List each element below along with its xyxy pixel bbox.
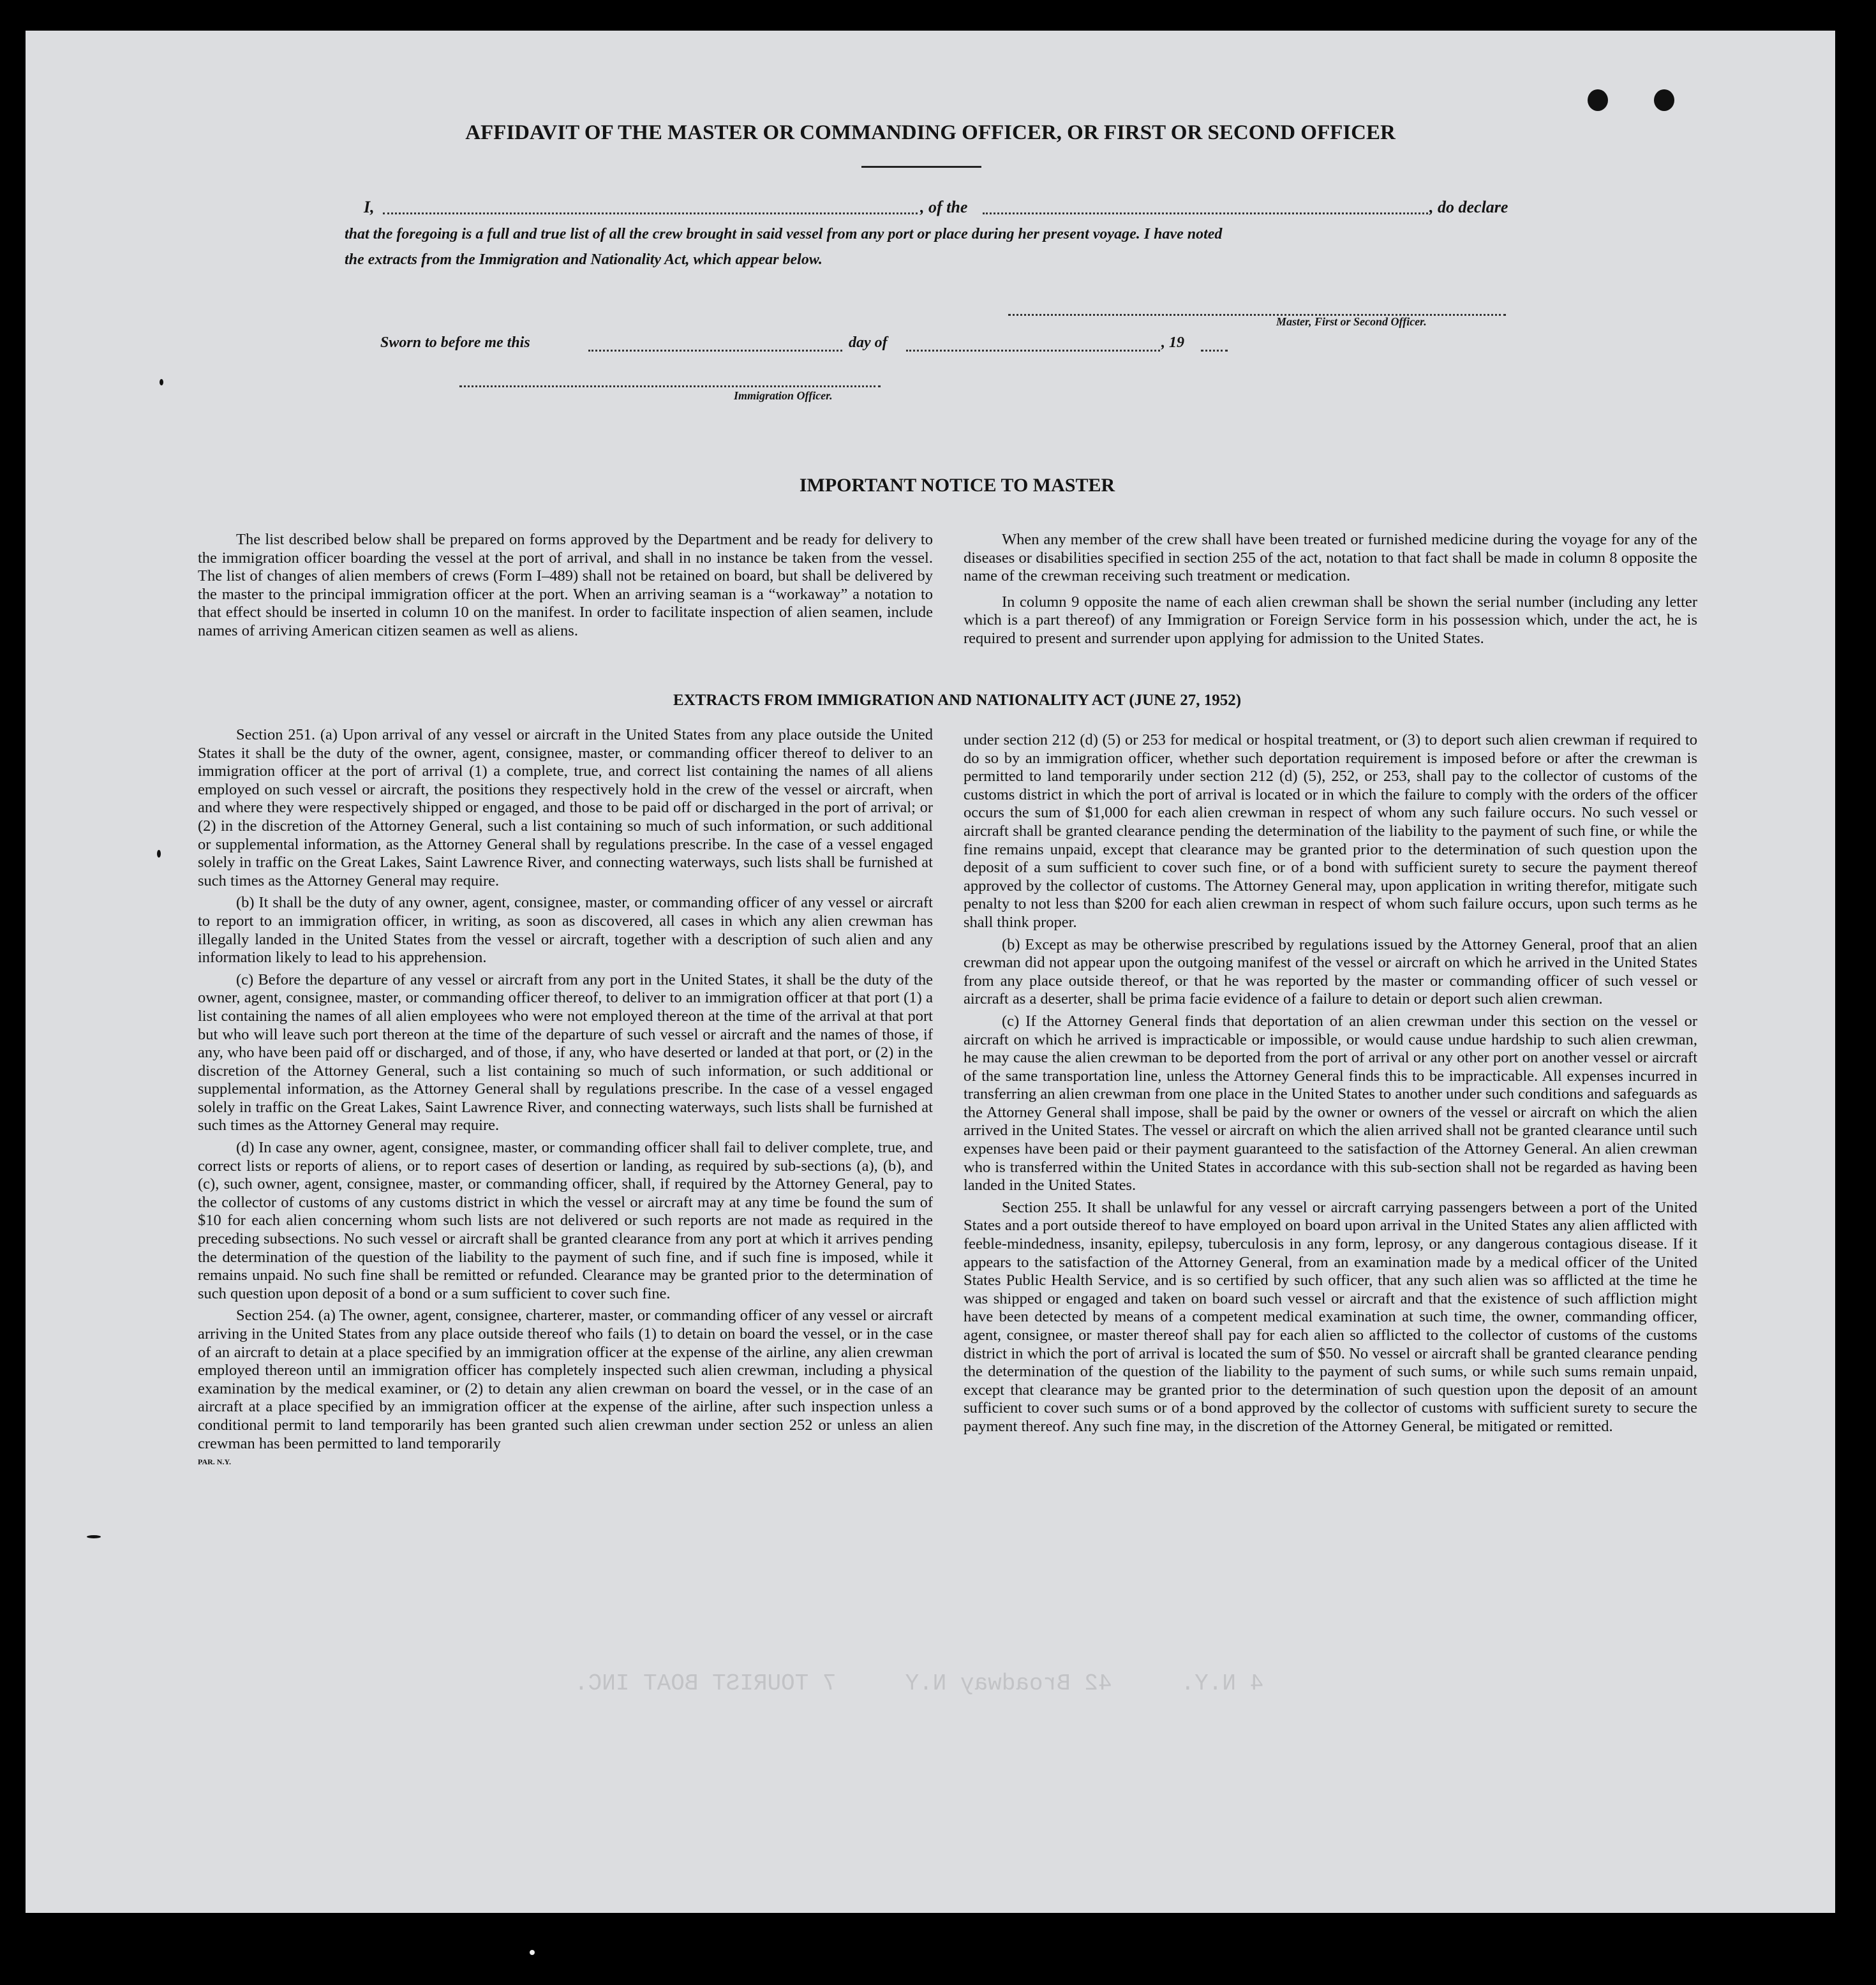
section-251a: Section 251. (a) Upon arrival of any vessel or aircraft in the United States from any place outside the United States it shall be the duty of the owner, agent, consignee, master, or commanding officer thereof to deliver to an immigration officer at the port of arrival (1) a complete, true, and correct list containing the names of all aliens employed on such vessel or aircraft, the positions they respectively hold in the crew of the vessel or aircraft, when and where they were respectively shipped or engaged, and those to be paid off or discharged in the port of arrival; or (2) in the discretion of the Attorney General, such a list containing so much of such information, or such additional or supplemental information, as the Attorney General shall by regulations prescribe. In the case of a vessel engaged solely in traffic on the Great Lakes, Saint Lawrence River, and connecting waterways, such lists shall be furnished at such times as the Attorney General may require. bbox=[198, 726, 933, 889]
section-251b: (b) It shall be the duty of any owner, agent, consignee, master, or commanding officer of any vessel or aircraft to report to an immigration officer, in writing, as soon as discovered, all cases in which any alien crewman has illegally landed in the United States from the vessel or aircraft, together with a description of such alien and any information likely to lead to his apprehension. bbox=[198, 894, 933, 967]
extracts-right-column bbox=[964, 731, 1697, 1440]
printer-mark: PAR. N.Y. bbox=[198, 1457, 232, 1467]
extracts-left-column bbox=[198, 726, 933, 1471]
speck bbox=[87, 1535, 101, 1538]
officer-caption: Immigration Officer. bbox=[734, 389, 833, 402]
speck bbox=[160, 379, 163, 385]
section-251d: (d) In case any owner, agent, consignee, master, or commanding officer shall fail to deliver complete, true, and correct lists or reports of aliens, or to report cases of desertion or landing, as required by sub-sections (a), (b), and (c), such owner, agent, consignee, master, or commanding officer, shall, if required by the Attorney General, pay to the collector of customs of any customs district in which the vessel or aircraft may at any time be found the sum of $10 for each alien concerning whom such lists are not delivered or such reports are not made as required in the preceding subsections. No such vessel or aircraft shall be granted clearance from any port at which it arrives pending the determination of the question of the liability to the payment of such fine, and if such fine is imposed, while it remains unpaid. No such fine shall be remitted or refunded. Clearance may be granted prior to the determination of such question upon deposit of a bond or a sum sufficient to cover such fine. bbox=[198, 1139, 933, 1302]
speck bbox=[530, 1950, 535, 1955]
master-caption: Master, First or Second Officer. bbox=[1276, 315, 1427, 328]
sworn-label: Sworn to before me this bbox=[380, 334, 530, 351]
section-254c: (c) If the Attorney General finds that deportation of an alien crewman under this section on the vessel or aircraft on which he arrived is impracticable or impossible, or would cause undue hardship to such alien crewman, he may cause the alien crewman to be deported from the port of arrival or any other port on another vessel or aircraft of the same transportation line, unless the Attorney General finds this to be impracticable. All expenses incurred in transferring an alien crewman from one place in the United States to another under such conditions and safeguards as the Attorney General shall impose, shall be paid by the owner or owners of the vessel or aircraft on which the alien arrived in the United States. The vessel or aircraft on which the alien arrived shall not be granted clearance until such expenses have been paid or their payment guaranteed to the satisfaction of the Attorney General. An alien crewman who is transferred within the United States in accordance with this sub-section shall not be regarded as having been landed in the United States. bbox=[964, 1012, 1697, 1194]
notice-left-column bbox=[198, 531, 933, 644]
punch-hole bbox=[1654, 89, 1674, 111]
declare-i: I, bbox=[364, 198, 375, 216]
bleed-through-text: 4 N.Y. 42 Broadway N.Y 7 TOURIST BOAT INC. bbox=[574, 1670, 1264, 1697]
notice-right-paragraph-2: In column 9 opposite the name of each alien crewman shall be shown the serial number (including any letter which is a part thereof) of any Immigration or Foreign Service form in his possession which, under the act, he is required to present and surrender upon applying for admission to the United States. bbox=[964, 593, 1697, 647]
section-254a-continued: under section 212 (d) (5) or 253 for medical or hospital treatment, or (3) to deport such alien crewman if required to do so by an immigration officer, whether such deportation requirement is imposed before or after the crewman is permitted to land temporarily under section 212 (d) (5), 252, or 253, shall pay to the collector of customs of the customs district in which the port of arrival is located or in which the failure to comply with the orders of the officer occurs the sum of $1,000 for each alien crewman in respect of whom any such failure occurs. No such vessel or aircraft shall be granted clearance pending the determination of the liability to the payment of such fine, or while the fine remains unpaid, except that clearance may be granted prior to the determination of such question upon the deposit of a sum sufficient to cover such fine, or of a bond with sufficient surety to secure the payment thereof approved by the collector of customs. The Attorney General may, upon application in writing therefor, mitigate such penalty to not less than $200 for each alien crewman in respect of whom such failure occurs, upon such terms as he shall think proper. bbox=[964, 731, 1697, 931]
notice-title: IMPORTANT NOTICE TO MASTER bbox=[799, 475, 1115, 496]
sworn-month-blank[interactable] bbox=[906, 350, 1160, 352]
speck bbox=[157, 850, 161, 858]
officer-signature-line[interactable] bbox=[459, 385, 881, 387]
document-page bbox=[26, 31, 1835, 1913]
punch-hole bbox=[1588, 89, 1608, 111]
declare-do-declare: , do declare bbox=[1429, 198, 1508, 216]
declaration-line-2: that the foregoing is a full and true list of all the crew brought in said vessel from any port or place during her present voyage. I have noted bbox=[345, 226, 1223, 242]
declare-of-the: , of the bbox=[920, 198, 968, 216]
notice-right-paragraph-1: When any member of the crew shall have been treated or furnished medicine during the voyage for any of the diseases or disabilities specified in section 255 of the act, notation to that fact shall be made in column 8 opposite the name of the crewman receiving such treatment or medication. bbox=[964, 531, 1697, 585]
affidavit-title: AFFIDAVIT OF THE MASTER OR COMMANDING OFFICER, OR FIRST OR SECOND OFFICER bbox=[465, 121, 1396, 144]
section-254b: (b) Except as may be otherwise prescribed by regulations issued by the Attorney General, proof that an alien crewman did not appear upon the outgoing manifest of the vessel or aircraft on which he arrived in the United States from any place outside thereof, or that he was reported by the master or commanding officer of such vessel or aircraft as a deserter, shall be prima facie evidence of a failure to detain or deport such alien crewman. bbox=[964, 935, 1697, 1008]
section-251c: (c) Before the departure of any vessel or aircraft from any port in the United States, it shall be the duty of the owner, agent, consignee, master, or commanding officer thereof, to deliver to an immigration officer at that port (1) a list containing the names of all alien employees who were not employed thereon at the time of the arrival at that port but who will leave such port thereon at the time of the departure of such vessel or aircraft and the names of those, if any, who have been paid off or discharged, and of those, if any, who have deserted or landed at that port, or (2) in the discretion of the Attorney General, such a list containing so much of such information, or such additional or supplemental information, as the Attorney General shall by regulations prescribe. In the case of a vessel engaged solely in traffic on the Great Lakes, Saint Lawrence River, and connecting waterways, such lists shall be furnished at such times as the Attorney General may require. bbox=[198, 970, 933, 1134]
notice-left-paragraph: The list described below shall be prepared on forms approved by the Department and be ready for delivery to the immigration officer boarding the vessel at the port of arrival, and shall in no instance be taken from the vessel. The list of changes of alien members of crews (Form I–489) shall not be retained on board, but shall be delivered by the master to the principal immigration officer at the port. When an arriving seaman is a “workaway” a notation to that effect should be inserted in column 10 on the manifest. In order to facilitate inspection of alien seamen, include names of arriving American citizen seamen as well as aliens. bbox=[198, 531, 933, 639]
vessel-blank[interactable] bbox=[983, 212, 1428, 214]
sworn-day-blank[interactable] bbox=[588, 350, 842, 352]
master-signature-line[interactable] bbox=[1008, 314, 1506, 316]
title-underline bbox=[861, 166, 981, 168]
declaration-line-3: the extracts from the Immigration and Nationality Act, which appear below. bbox=[345, 251, 823, 268]
extracts-title: EXTRACTS FROM IMMIGRATION AND NATIONALITY ACT (JUNE 27, 1952) bbox=[673, 692, 1242, 709]
name-blank[interactable] bbox=[383, 212, 918, 214]
section-254a: Section 254. (a) The owner, agent, consignee, charterer, master, or commanding officer of any vessel or aircraft arriving in the United States from any place outside thereof who fails (1) to detain on board the vessel, or in the case of an aircraft to detain at a place specified by an immigration officer at the expense of the airline, any alien crewman employed thereon until an immigration officer has completely inspected such alien crewman, including a physical examination by the medical examiner, or (2) to detain any alien crewman on board the vessel, or in the case of an aircraft at a place specified by an immigration officer at the expense of the airline, after such inspection unless a conditional permit to land temporarily has been granted such alien crewman under section 252 or unless an alien crewman has been permitted to land temporarily bbox=[198, 1307, 933, 1452]
day-of-label: day of bbox=[849, 334, 888, 351]
year-blank[interactable] bbox=[1201, 350, 1228, 352]
notice-right-column bbox=[964, 531, 1697, 652]
section-255: Section 255. It shall be unlawful for any vessel or aircraft carrying passengers between a port of the United States and a port outside thereof to have employed on board upon arrival in the United States any alien afflicted with feeble-mindedness, insanity, epilepsy, tuberculosis in any form, leprosy, or any dangerous contagious disease. If it appears to the satisfaction of the Attorney General, from an examination made by a medical officer of the United States Public Health Service, and is so certified by such officer, that any such alien was so afflicted at the time he was shipped or engaged and taken on board such vessel or aircraft and that the existence of such affliction might have been detected by means of a competent medical examination at such time, the owner, commanding officer, agent, consignee, or master thereof shall pay for each alien so afflicted to the collector of customs of the customs district in which the port of arrival is located the sum of $50. No vessel or aircraft shall be granted clearance pending the determination of the question of the liability to the payment of such sums, or while such sums remain unpaid, except that clearance may be granted prior to the determination of such question upon the deposit of an amount sufficient to cover such sums or of a bond approved by the collector of customs with sufficient surety to secure the payment thereof. Any such fine may, in the discretion of the Attorney General, be mitigated or remitted. bbox=[964, 1198, 1697, 1435]
year-label: , 19 bbox=[1161, 334, 1184, 351]
